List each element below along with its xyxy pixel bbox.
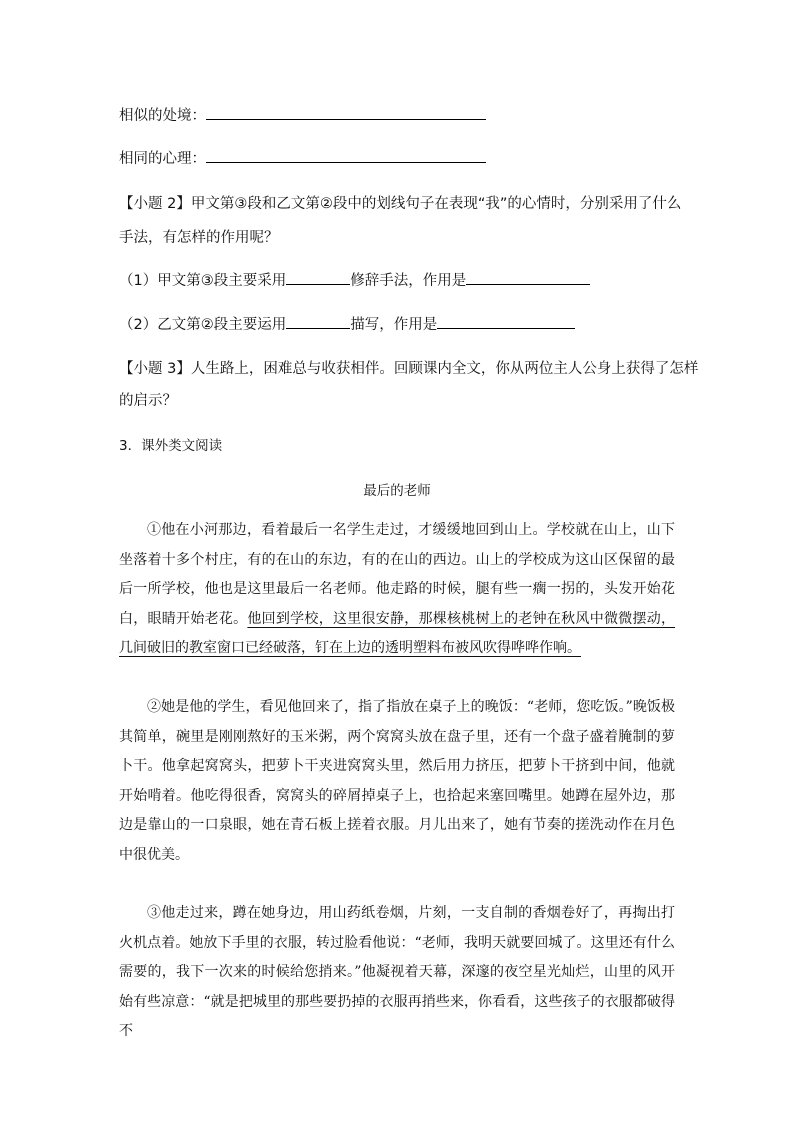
- question2-sub2: [119, 313, 575, 334]
- sub2-prefix: （2）乙文第②段主要运用: [119, 317, 287, 333]
- p1-text: ①他在小河那边，看着最后一名学生走过，才缓缓地回到山上。学校就在山上，山下坐落着十多个村庄，有的在山的东边，有的在山的西边。山上的学校成为这山区保留的最后一所学校，他也是这里最后一名老师。他走路的时候，腿有些一瘸一拐的，头发开始花白，眼睛开始老花。: [119, 522, 675, 627]
- sub2-blank-description[interactable]: [286, 315, 350, 329]
- passage-paragraph-1: [119, 516, 675, 664]
- psychology-blank[interactable]: [206, 149, 486, 163]
- sub1-blank-rhetoric[interactable]: [286, 271, 350, 285]
- sub1-middle: 修辞手法，作用是: [350, 273, 467, 289]
- question2-sub1: [119, 269, 590, 290]
- situation-blank[interactable]: [206, 106, 486, 120]
- psychology-line: [119, 147, 486, 168]
- passage-title: 最后的老师: [363, 483, 431, 499]
- sub2-middle: 描写，作用是: [350, 317, 438, 333]
- psychology-label: 相同的心理：: [119, 151, 206, 167]
- section-heading: 3．课外类文阅读: [119, 438, 223, 454]
- sub1-blank-effect[interactable]: [466, 271, 590, 285]
- question3-line2: 的启示？: [119, 393, 177, 409]
- p1-underlined-sentence: 他回到学校，这里很安静，那棵核桃树上的老钟在秋风中微微摆动，几间破旧的教室窗口已经破落，钉在上边的透明塑料布被风吹得哗哗作响。: [119, 610, 676, 656]
- question2-line2: 手法，有怎样的作用呢？: [119, 230, 279, 246]
- passage-paragraph-2: ②她是他的学生，看见他回来了，指了指放在桌子上的晚饭：“老师，您吃饭。”晚饭极其简单，碗里是刚刚熬好的玉米粥，两个窝窝头放在盘子里，还有一个盘子盛着腌制的萝卜干。他拿起窝窝头，把萝卜干夹进窝窝头里，然后用力挤压，把萝卜干挤到中间，他就开始啃着。他吃得很香，窝窝头的碎屑掉桌子上，也拾起来塞回嘴里。她蹲在屋外边，那边是靠山的一口泉眼，她在青石板上搓着衣服。月儿出来了，她有节奏的搓洗动作在月色中很优美。: [119, 699, 675, 863]
- question2-line1: 【小题 2】甲文第③段和乙文第②段中的划线句子在表现“我”的心情时，分别采用了什么: [119, 196, 682, 212]
- situation-line: [119, 104, 486, 125]
- situation-label: 相似的处境：: [119, 108, 206, 124]
- passage-paragraph-3: ③他走过来，蹲在她身边，用山药纸卷烟，片刻，一支自制的香烟卷好了，再掏出打火机点着。她放下手里的衣服，转过脸看他说：“老师，我明天就要回城了。这里还有什么需要的，我下一次来的时候给您捎来。”他凝视着天幕，深邃的夜空星光灿烂，山里的风开始有些凉意：“就是把城里的那些要扔掉的衣服再捎些来，你看看，这些孩子的衣服都破得不: [119, 905, 675, 1039]
- question3-line1: 【小题 3】人生路上，困难总与收获相伴。回顾课内全文，你从两位主人公身上获得了怎样: [119, 361, 699, 377]
- sub1-prefix: （1）甲文第③段主要采用: [119, 273, 287, 289]
- sub2-blank-effect[interactable]: [437, 315, 575, 329]
